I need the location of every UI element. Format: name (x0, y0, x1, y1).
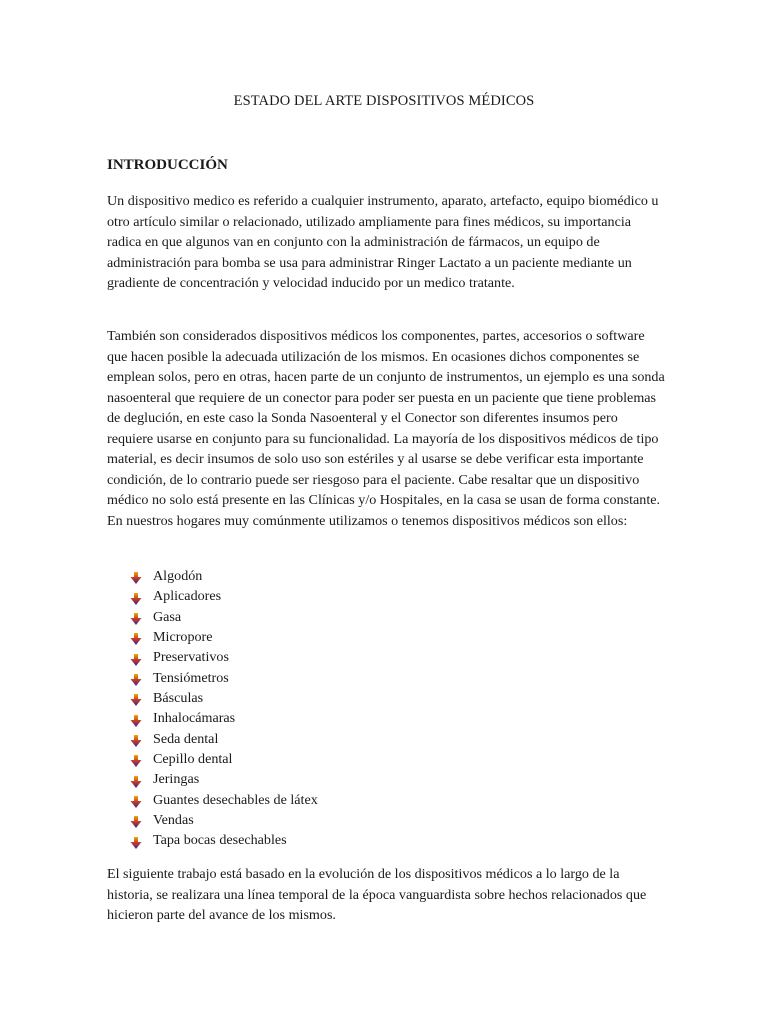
list-item (130, 627, 318, 647)
list-item-label: Gasa (153, 608, 182, 625)
arrow-down-bullet-icon (130, 774, 142, 786)
arrow-down-bullet-icon (130, 794, 142, 806)
section-heading-introduccion: INTRODUCCIÓN (107, 157, 228, 173)
paragraph-1: Un dispositivo medico es referido a cualquier instrumento, aparato, artefacto, equipo biomédico u otro artículo similar o relacionado, utilizado ampliamente para fines médicos, su importancia radica en que algunos van en conjunto con la administración de fármacos, un equipo de administración para bomba se usa para administrar Ringer Lactato a un paciente mediante un gradiente de concentración y velocidad inducido por un medico tratante. (107, 193, 659, 291)
list-item (130, 668, 318, 688)
list-item-label: Jeringas (153, 771, 200, 788)
list-item (130, 790, 318, 810)
arrow-down-bullet-icon (130, 591, 142, 603)
list-item (130, 688, 318, 708)
medical-devices-list (130, 566, 318, 851)
list-item-label: Seda dental (153, 730, 219, 747)
list-item-label: Algodón (153, 568, 203, 584)
arrow-down-bullet-icon (130, 835, 142, 847)
list-item-label: Tensiómetros (153, 669, 229, 686)
list-item (130, 810, 318, 830)
list-item (130, 729, 318, 749)
list-item-label: Inhalocámaras (153, 710, 236, 727)
list-item (130, 607, 318, 627)
list-item (130, 566, 318, 586)
list-item (130, 586, 318, 606)
list-item-label: Cepillo dental (153, 751, 233, 768)
arrow-down-bullet-icon (130, 713, 142, 725)
list-item-label: Vendas (153, 812, 194, 829)
document-title: ESTADO DEL ARTE DISPOSITIVOS MÉDICOS (233, 93, 535, 109)
arrow-down-bullet-icon (130, 814, 142, 826)
arrow-down-bullet-icon (130, 631, 142, 643)
list-item-label: Preservativos (153, 649, 229, 666)
list-item-label: Tapa bocas desechables (153, 832, 287, 849)
list-item (130, 769, 318, 789)
paragraph-3: El siguiente trabajo está basado en la evolución de los dispositivos médicos a lo largo de la historia, se realizara una línea temporal de la época vanguardista sobre hechos relacionados que hicieron parte del avance de los mismos. (107, 866, 647, 923)
arrow-down-bullet-icon (130, 753, 142, 765)
arrow-down-bullet-icon (130, 733, 142, 745)
arrow-down-bullet-icon (130, 570, 142, 582)
list-item (130, 749, 318, 769)
list-item (130, 708, 318, 728)
arrow-down-bullet-icon (130, 611, 142, 623)
list-item-label: Guantes desechables de látex (153, 791, 318, 808)
arrow-down-bullet-icon (130, 672, 142, 684)
paragraph-2: También son considerados dispositivos médicos los componentes, partes, accesorios o software que hacen posible la adecuada utilización de los mismos. En ocasiones dichos componentes se emplean solos, pero en otras, hacen parte de un conjunto de instrumentos, un ejemplo es una sonda nasoenteral que requiere de un conector para poder ser puesta en un paciente que tiene problemas de deglución, en este caso la Sonda Nasoenteral y el Conector son diferentes insumos pero requiere usarse en conjunto para su funcionalidad. La mayoría de los dispositivos médicos de tipo material, es decir insumos de solo uso son estériles y al usarse se debe verificar esta importante condición, de lo contrario puede ser riesgoso para el paciente. Cabe resaltar que un dispositivo médico no solo está presente en las Clínicas y/o Hospitales, en la casa se usan de forma constante. En nuestros hogares muy comúnmente utilizamos o tenemos dispositivos médicos son ellos: (107, 328, 665, 529)
list-item-label: Básculas (153, 690, 204, 707)
list-item-label: Micropore (153, 629, 213, 646)
arrow-down-bullet-icon (130, 692, 142, 704)
arrow-down-bullet-icon (130, 652, 142, 664)
list-item-label: Aplicadores (153, 588, 222, 605)
list-item (130, 830, 318, 850)
list-item (130, 647, 318, 667)
